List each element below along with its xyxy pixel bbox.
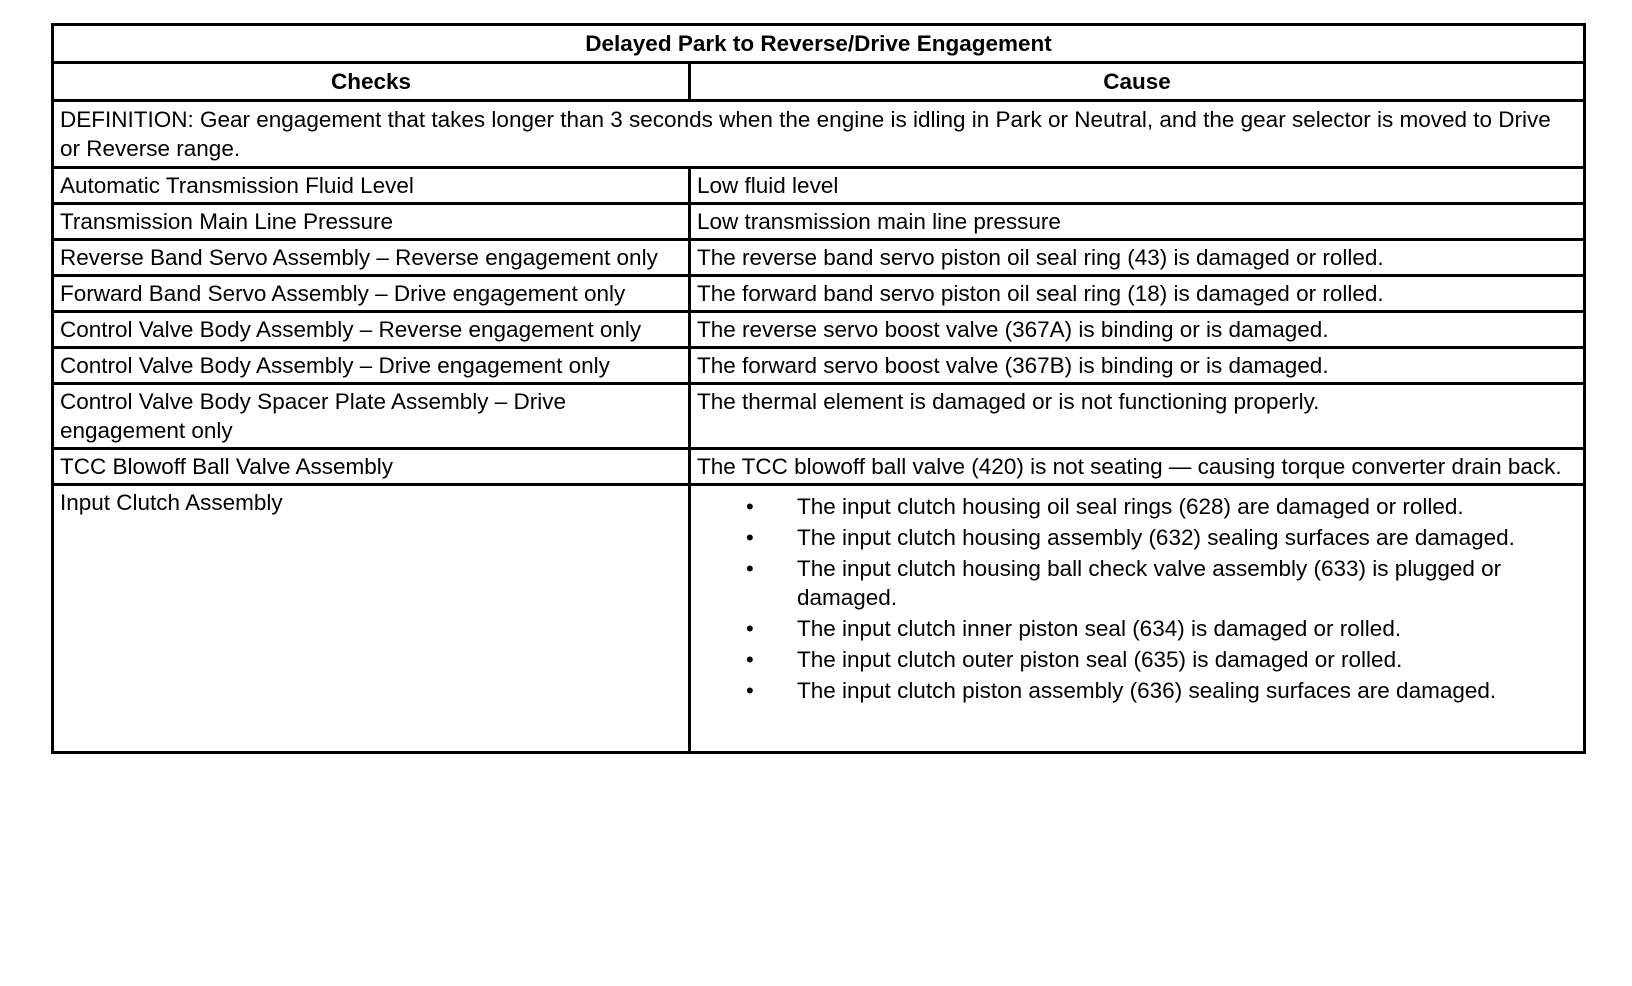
table-row [53,384,1585,449]
bullet-icon: • [746,525,754,550]
cause-cell: The reverse servo boost valve (367A) is binding or is damaged. [690,312,1585,348]
cause-cell: The TCC blowoff ball valve (420) is not seating — causing torque converter drain back. [690,449,1585,485]
table-row [53,312,1585,348]
cause-text: The input clutch housing oil seal rings (628) are damaged or rolled. [797,494,1464,519]
bullet-icon: • [746,616,754,641]
cause-text: The input clutch piston assembly (636) sealing surfaces are damaged. [797,678,1497,703]
definition-text: DEFINITION: Gear engagement that takes longer than 3 seconds when the engine is idling in Park or Neutral, and the gear selector is moved to Drive or Reverse range. [53,101,1585,168]
table-row [53,348,1585,384]
table-row [53,276,1585,312]
list-item [697,523,1577,552]
cause-text: The input clutch housing assembly (632) sealing surfaces are damaged. [797,525,1515,550]
bullet-icon: • [746,556,754,581]
bullet-icon: • [746,678,754,703]
list-item [697,554,1577,612]
list-item [697,614,1577,643]
check-cell: Control Valve Body Assembly – Reverse engagement only [53,312,690,348]
checks-column-header: Checks [53,63,690,101]
bullet-icon: • [746,494,754,519]
table-row [53,240,1585,276]
cause-cell: Low transmission main line pressure [690,204,1585,240]
check-cell: Automatic Transmission Fluid Level [53,168,690,204]
cause-cell: The forward band servo piston oil seal ring (18) is damaged or rolled. [690,276,1585,312]
cause-cell: The reverse band servo piston oil seal ring (43) is damaged or rolled. [690,240,1585,276]
cause-text: The input clutch inner piston seal (634) is damaged or rolled. [797,616,1402,641]
table-row [53,204,1585,240]
cause-bullet-list [697,488,1577,749]
title-row [53,25,1585,63]
cause-cell: The forward servo boost valve (367B) is binding or is damaged. [690,348,1585,384]
check-cell: Input Clutch Assembly [53,485,690,753]
cause-column-header: Cause [690,63,1585,101]
bullet-icon: • [746,647,754,672]
list-item [697,492,1577,521]
definition-row [53,101,1585,168]
check-cell: TCC Blowoff Ball Valve Assembly [53,449,690,485]
check-cell: Forward Band Servo Assembly – Drive engagement only [53,276,690,312]
check-cell: Control Valve Body Spacer Plate Assembly – Drive engagement only [53,384,690,449]
check-cell: Transmission Main Line Pressure [53,204,690,240]
check-cell: Reverse Band Servo Assembly – Reverse engagement only [53,240,690,276]
table-row [53,449,1585,485]
header-row [53,63,1585,101]
list-item [697,645,1577,674]
cause-cell: The thermal element is damaged or is not functioning properly. [690,384,1585,449]
diagnostic-table [51,23,1586,754]
table-title: Delayed Park to Reverse/Drive Engagement [53,25,1585,63]
check-cell: Control Valve Body Assembly – Drive engagement only [53,348,690,384]
list-item [697,676,1577,705]
cause-text: The input clutch housing ball check valve assembly (633) is plugged or damaged. [797,556,1502,610]
table-row [53,168,1585,204]
cause-text: The input clutch outer piston seal (635) is damaged or rolled. [797,647,1403,672]
cause-cell: Low fluid level [690,168,1585,204]
cause-list-cell [690,485,1585,753]
input-clutch-row [53,485,1585,753]
